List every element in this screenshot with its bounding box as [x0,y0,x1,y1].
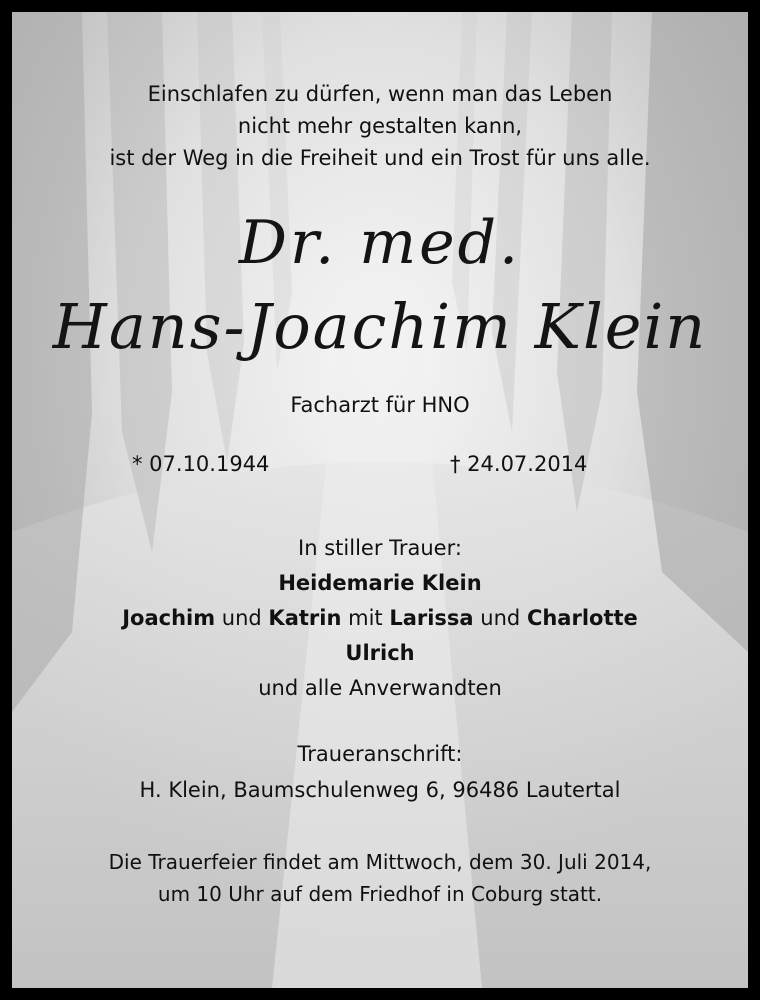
deceased-name: Hans-Joachim Klein [52,290,708,363]
service-line: Die Trauerfeier findet am Mittwoch, dem 30. Juli 2014, [108,850,652,874]
mourning-intro: In stiller Trauer: [298,536,462,560]
funeral-service-info [12,846,748,910]
notice-content [12,12,748,988]
spouse-name: Heidemarie Klein [278,571,482,595]
poem [12,78,748,174]
poem-line: nicht mehr gestalten kann, [237,114,523,138]
address-label: Traueranschrift: [297,742,463,766]
poem-line: Einschlafen zu dürfen, wenn man das Leben [147,82,613,106]
death-date: † 24.07.2014 [450,452,588,476]
child-name: Joachim [122,606,216,630]
academic-title: Dr. med. [238,208,522,278]
other-relatives: und alle Anverwandten [258,676,502,700]
grandchild-name: Larissa [389,606,474,630]
conjunction: und [480,606,521,630]
child-name: Katrin [268,606,342,630]
conjunction: und [221,606,262,630]
poem-line: ist der Weg in die Freiheit und ein Trost für uns alle. [109,146,651,170]
family-name: Ulrich [345,641,415,665]
mourning-address [12,736,748,808]
children-line [12,601,748,636]
grandchild-name: Charlotte [526,606,638,630]
birth-date: * 07.10.1944 [132,452,270,476]
address-value: H. Klein, Baumschulenweg 6, 96486 Lautertal [139,778,621,802]
service-line: um 10 Uhr auf dem Friedhof in Coburg statt. [157,882,603,906]
conjunction: mit [348,606,383,630]
obituary-notice [12,12,748,988]
mourners-block [12,531,748,706]
profession: Facharzt für HNO [290,393,470,417]
